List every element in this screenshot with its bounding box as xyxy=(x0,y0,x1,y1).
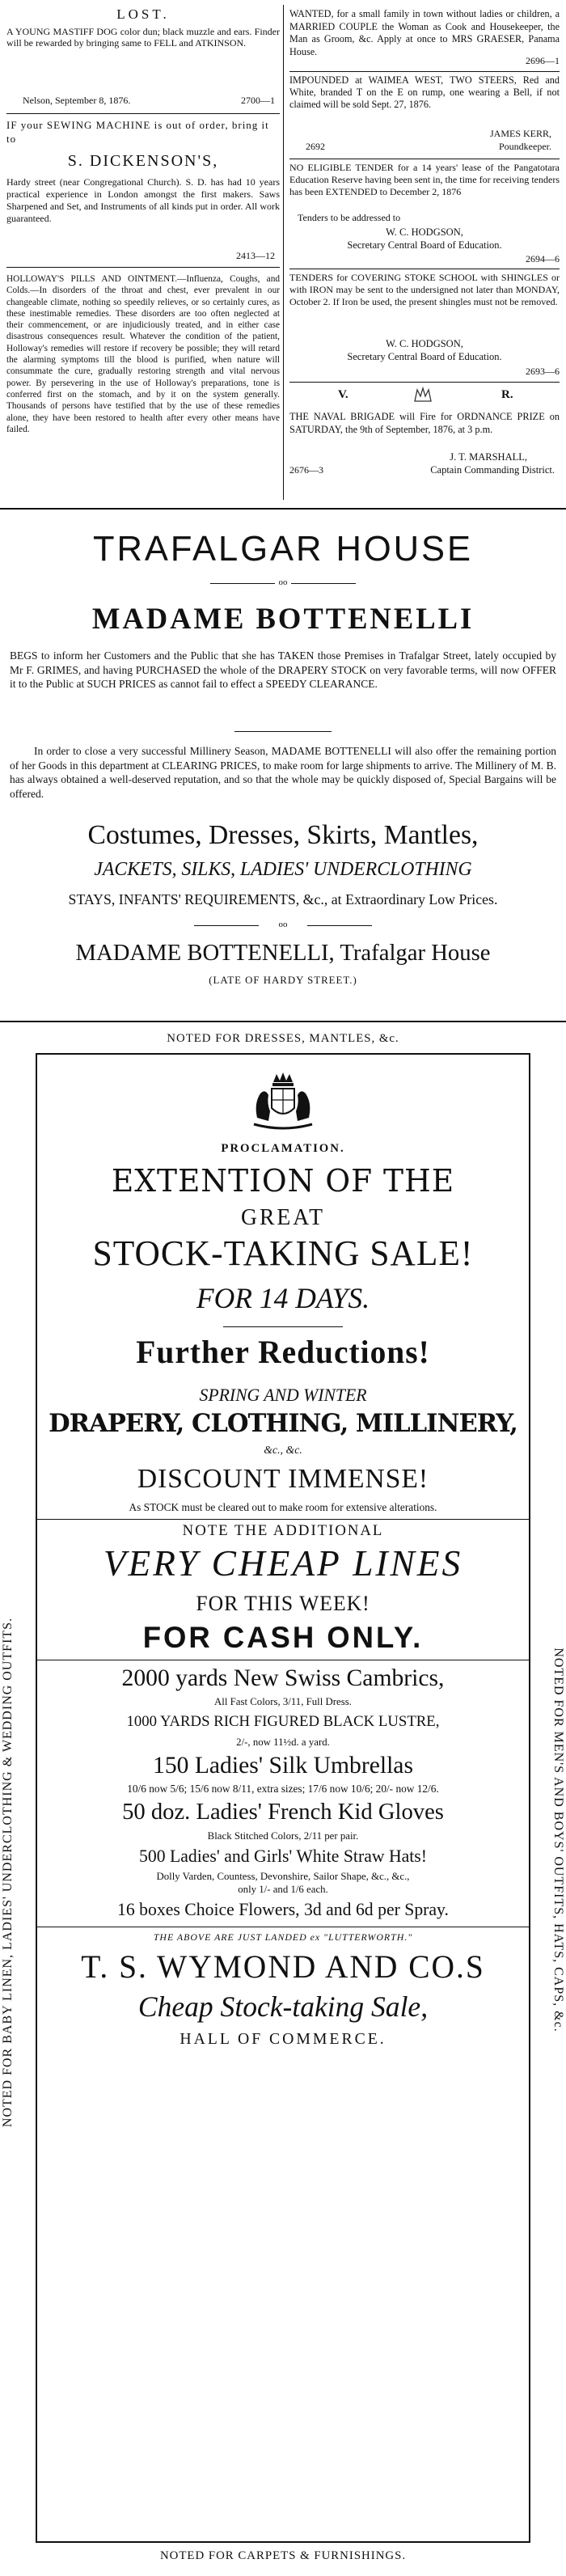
for-days: FOR 14 DAYS. xyxy=(196,1282,370,1314)
tender1-signer: W. C. HODGSON, xyxy=(386,226,463,238)
tender1-body: NO ELIGIBLE TENDER for a 14 years' lease of the Pangatotara Education Reserve having been sent in, the time for receiving tenders has been EXTENDED to December 2, 1876 xyxy=(289,162,560,197)
bottenelli-name: MADAME BOTTENELLI xyxy=(91,603,475,636)
jackets-line: JACKETS, SILKS, LADIES' UNDERCLOTHING xyxy=(94,859,472,880)
divider xyxy=(37,1519,529,1520)
very-cheap: VERY CHEAP LINES xyxy=(103,1542,463,1584)
wanted-code: 2696—1 xyxy=(526,55,560,66)
tender2-code: 2693—6 xyxy=(526,366,560,377)
ornament-oo: oo xyxy=(278,920,288,929)
footer-name: MADAME BOTTENELLI, Trafalgar House xyxy=(75,940,491,966)
trafalgar-para2: In order to close a very successful Millinery Season, MADAME BOTTENELLI will also offer the remaining portion of her Goods in this department at CLEARING PRICES, to make room for large shipments to arrive. The Millinery of M. B. has always obtained a well-deserved reputation, and so that the whole may be quickly disposed of, Special Bargains will be offered. xyxy=(10,745,556,800)
etc-line: &c., &c. xyxy=(264,1445,302,1457)
item5: 500 Ladies' and Girls' White Straw Hats! xyxy=(139,1846,427,1866)
item5-sub1: Dolly Varden, Countess, Devonshire, Sailor Shape, &c., &c., xyxy=(156,1870,410,1882)
left-border-text: NOTED FOR BABY LINEN, LADIES' UNDERCLOTHING & WEDDING OUTFITS. xyxy=(1,1617,15,2128)
drapery-line: DRAPERY, CLOTHING, MILLINERY, xyxy=(49,1409,517,1438)
tender2-role: Secretary Central Board of Education. xyxy=(347,351,502,362)
trafalgar-para1: BEGS to inform her Customers and the Public that she has TAKEN those Premises in Trafalgar Street, lately occupied by Mr F. GRIMES, and having PURCHASED the whole of the DRAPERY STOCK on very favorable terms, will now OFFER it to the Public at SUCH PRICES as cannot fail to effect a SPEEDY CLEARANCE. xyxy=(10,649,556,690)
firm-name: T. S. WYMOND AND CO.S xyxy=(81,1948,485,1985)
item6: 16 boxes Choice Flowers, 3d and 6d per Spray. xyxy=(117,1899,449,1919)
impounded-code: 2692 xyxy=(306,141,325,152)
item2-sub: 2/-, now 11½d. a yard. xyxy=(236,1736,330,1748)
section-rule xyxy=(0,1021,566,1022)
ornament-oo: oo xyxy=(278,577,288,587)
stock-sale: STOCK-TAKING SALE! xyxy=(92,1233,474,1273)
proclamation: PROCLAMATION. xyxy=(221,1142,345,1155)
cheap-sale: Cheap Stock-taking Sale, xyxy=(137,1990,429,2023)
divider xyxy=(307,925,372,926)
naval-role: Captain Commanding District. xyxy=(430,464,555,476)
item5-sub2: only 1/- and 1/6 each. xyxy=(238,1883,328,1895)
right-border-text: NOTED FOR MEN'S AND BOYS' OUTFITS, HATS, CAPS, &c. xyxy=(551,1648,565,2032)
lost-body: A YOUNG MASTIFF DOG color dun; black muzzle and ears. Finder will be rewarded by bringing same to FELL and ATKINSON. xyxy=(6,26,280,49)
this-week: FOR THIS WEEK! xyxy=(196,1592,370,1615)
top-border-text: NOTED FOR DRESSES, MANTLES, &c. xyxy=(167,1032,399,1045)
ornament-rule-right xyxy=(291,583,356,584)
wymond-ad xyxy=(0,1024,566,2576)
lost-footer-right: 2700—1 xyxy=(241,95,275,106)
discount-sub: As STOCK must be cleared out to make room for extensive alterations. xyxy=(129,1501,437,1513)
hall-of-commerce: HALL OF COMMERCE. xyxy=(180,2030,386,2048)
naval-left: V. xyxy=(338,388,348,401)
item4-sub: Black Stitched Colors, 2/11 per pair. xyxy=(207,1829,359,1842)
impounded-signer: JAMES KERR, xyxy=(489,128,551,139)
ornament-rule-left xyxy=(210,583,275,584)
note-additional: NOTE THE ADDITIONAL xyxy=(182,1522,384,1539)
royal-crest-icon xyxy=(243,1071,323,1136)
naval-signer: J. T. MARSHALL, xyxy=(450,451,527,463)
section-rule xyxy=(0,508,566,510)
sewing-name: S. DICKENSON'S, xyxy=(67,152,219,170)
extention: EXTENTION OF THE xyxy=(111,1163,455,1199)
bottom-border-text: NOTED FOR CARPETS & FURNISHINGS. xyxy=(159,2549,407,2562)
sewing-code: 2413—12 xyxy=(236,250,275,261)
item3-sub: 10/6 now 5/6; 15/6 now 8/11, extra sizes; 17/6 now 10/6; 20/- now 12/6. xyxy=(127,1783,439,1795)
stays-line: STAYS, INFANTS' REQUIREMENTS, &c., at Extraordinary Low Prices. xyxy=(68,891,498,907)
inner-panel xyxy=(37,1055,529,2541)
naval-code: 2676—3 xyxy=(289,464,323,476)
item4: 50 doz. Ladies' French Kid Gloves xyxy=(122,1799,444,1825)
spring-winter: SPRING AND WINTER xyxy=(199,1385,367,1405)
top-section xyxy=(0,0,566,511)
divider xyxy=(289,382,560,383)
wanted-body: WANTED, for a small family in town without ladies or children, a MARRIED COUPLE the Woman as Cook and Housekeeper, the Man as Groom, &c. Apply at once to MRS GRAESER, Panama House. xyxy=(289,8,560,57)
column-divider xyxy=(283,5,284,500)
tender2-signer: W. C. HODGSON, xyxy=(386,338,463,349)
divider xyxy=(289,71,560,72)
tender1-role: Secretary Central Board of Education. xyxy=(347,239,502,251)
holloway-body: HOLLOWAY'S PILLS AND OINTMENT.—Influenza, Coughs, and Colds.—In disorders of the throat and chest, ever prevalent in our changeable climate, nothing so speedily relieves, or so certainly cures, as these inestimable remedies. These disorders are too often neglected at their commencement, or are injudiciously treated, and in either case disastrous consequences result. Whatever the condition of the patient, Holloway's remedies will restore if recovery be possible; they will retard the alarming symptoms till the blood is purified, when nature will consummate the cure, gradually restoring strength and vital nervous power. By persevering in the use of Holloway's preparations, tone is conferred first on the stomach, and by it on the system generally. Thousands of persons have testified that by the use of these remedies alone, they have been restored to health after every other means have failed. xyxy=(6,274,280,434)
crest-icon xyxy=(411,385,435,404)
impounded-role: Poundkeeper. xyxy=(499,141,551,152)
item3: 150 Ladies' Silk Umbrellas xyxy=(153,1752,413,1779)
discount: DISCOUNT IMMENSE! xyxy=(137,1464,429,1494)
tender1-line2: Tenders to be addressed to xyxy=(298,212,401,223)
landed: THE ABOVE ARE JUST LANDED ex "LUTTERWORTH." xyxy=(153,1931,413,1943)
impounded-body: IMPOUNDED at WAIMEA WEST, TWO STEERS, Red and White, branded T on the E on rump, one wearing a Bell, if not claimed will be sold Sept. 27, 1876. xyxy=(289,74,560,110)
frame-right xyxy=(529,1053,530,2541)
cash-only: FOR CASH ONLY. xyxy=(142,1621,424,1654)
sewing-body: Hardy street (near Congregational Church). S. D. has had 10 years practical experience in London amongst the first makers. Saws Sharpened and Set, and Instruments of all kinds put in order. All work guaranteed. xyxy=(6,176,280,224)
frame-bottom xyxy=(36,2541,530,2543)
divider xyxy=(234,731,332,732)
footer-sub: (LATE OF HARDY STREET.) xyxy=(209,974,357,986)
divider xyxy=(223,1326,343,1327)
naval-right: R. xyxy=(501,388,513,401)
divider xyxy=(6,267,280,268)
lost-heading: LOST. xyxy=(116,6,170,22)
naval-body: THE NAVAL BRIGADE will Fire for ORDNANCE PRIZE on SATURDAY, the 9th of September, 1876, at 3 p.m. xyxy=(289,411,560,435)
trafalgar-title: TRAFALGAR HOUSE xyxy=(92,529,474,569)
item1: 2000 yards New Swiss Cambrics, xyxy=(121,1664,445,1691)
tender1-code: 2694—6 xyxy=(526,253,560,264)
further-reductions: Further Reductions! xyxy=(136,1334,430,1370)
sewing-line1: IF your SEWING MACHINE is out of order, bring it to xyxy=(6,119,269,145)
great: GREAT xyxy=(241,1205,325,1230)
lost-footer-left: Nelson, September 8, 1876. xyxy=(23,95,131,106)
item2: 1000 YARDS RICH FIGURED BLACK LUSTRE, xyxy=(126,1713,440,1730)
costumes-line: Costumes, Dresses, Skirts, Mantles, xyxy=(87,820,479,850)
divider xyxy=(6,113,280,114)
tender2-body: TENDERS for COVERING STOKE SCHOOL with SHINGLES or with IRON may be sent to the undersigned not later than MONDAY, October 2. If Iron be used, the present shingles must not be removed. xyxy=(289,272,560,307)
item1-sub: All Fast Colors, 3/11, Full Dress. xyxy=(214,1695,352,1707)
